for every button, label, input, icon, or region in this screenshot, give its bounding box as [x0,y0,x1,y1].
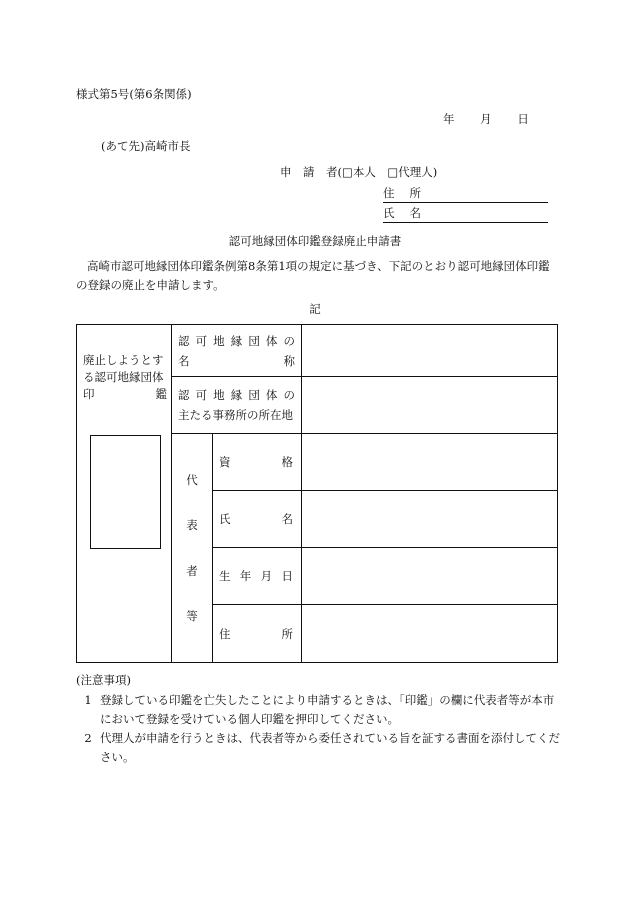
notes-heading: (注意事項) [76,673,131,687]
note-item-2 [76,729,560,767]
note-item-1 [76,691,560,729]
qualification-input[interactable] [302,434,558,491]
addressee: (あて先)高崎市長 [101,139,191,153]
date-line [443,111,529,127]
applicant-line: 申 請 者(□本人 □代理人) [280,165,438,179]
body-text: 高崎市認可地縁団体印鑑条例第8条第1項の規定に基づき、下記のとおり認可地縁団体印鑑の登録の廃止を申請します。 [76,259,550,292]
b-c0: 生 [219,569,231,583]
gn-c6: の [283,333,295,348]
n-c0: 氏 [219,512,231,526]
of-c1: 可 [195,388,208,402]
name-field[interactable] [383,205,548,223]
office-address-label [172,377,302,434]
rep-c3: 等 [186,609,198,624]
seal-stamp-box[interactable] [90,435,161,549]
representative-label [172,434,213,663]
date-day: 日 [517,112,529,126]
date-year: 年 [443,112,455,126]
seal-label-in: 印 [83,386,95,401]
of-c3: 縁 [230,388,243,402]
seal-label-line2: る認可地縁団体 [83,369,164,384]
of-c0: 認 [178,388,190,402]
of-c6: の [283,388,295,402]
registration-table [76,324,558,663]
gn-c0: 認 [178,333,190,348]
qualification-label [213,434,302,491]
gn-c3: 縁 [230,333,243,348]
a-c1: 所 [281,626,293,641]
of-c4: 団 [248,388,260,402]
n-c1: 名 [281,512,293,526]
gn-c2: 地 [213,333,225,348]
rep-address-input[interactable] [302,605,558,663]
of-c2: 地 [213,388,225,402]
address-label: 住所 [383,186,436,200]
gn-c5: 体 [265,333,278,348]
seal-label-cell [77,325,172,663]
rep-c1: 表 [186,518,198,533]
name-label: 氏名 [383,206,436,220]
group-name-label [172,325,302,377]
gn-mei: 名 [178,353,190,368]
q-c0: 資 [219,455,231,469]
group-name-input[interactable] [302,325,558,377]
office-address-input[interactable] [302,377,558,434]
q-c1: 格 [281,455,293,469]
of-c5: 体 [265,388,278,402]
birthdate-input[interactable] [302,548,558,605]
rep-name-label [213,491,302,548]
gn-sho: 称 [283,353,295,368]
rep-address-label [213,605,302,663]
a-c0: 住 [219,626,231,641]
date-month: 月 [480,112,492,126]
rep-name-input[interactable] [302,491,558,548]
gn-c4: 団 [248,333,260,348]
note-1-number: 1 [84,693,92,707]
seal-label-kan: 鑑 [155,386,167,401]
rep-c2: 者 [186,563,198,578]
form-number: 様式第5号(第6条関係) [76,87,192,101]
b-c3: 日 [281,569,293,583]
b-c2: 月 [260,569,273,583]
birthdate-label [213,548,302,605]
seal-label-line1: 廃止しようとす [83,352,164,367]
address-field[interactable] [383,185,548,203]
ki-mark: 記 [309,302,321,316]
rep-c0: 代 [186,472,198,487]
note-2-number: 2 [84,731,92,745]
gn-c1: 可 [195,333,208,348]
note-1-text: 登録している印鑑を亡失したことにより申請するときは、「印鑑」の欄に代表者等が本市において登録を受けている個人印鑑を押印してください。 [100,693,555,726]
note-2-text: 代理人が申請を行うときは、代表者等から委任されている旨を証する書面を添付してください。 [100,731,560,764]
office-label-line2: 主たる事務所の所在地 [178,408,293,422]
b-c1: 年 [239,569,252,583]
document-title: 認可地縁団体印鑑登録廃止申請書 [228,234,402,248]
